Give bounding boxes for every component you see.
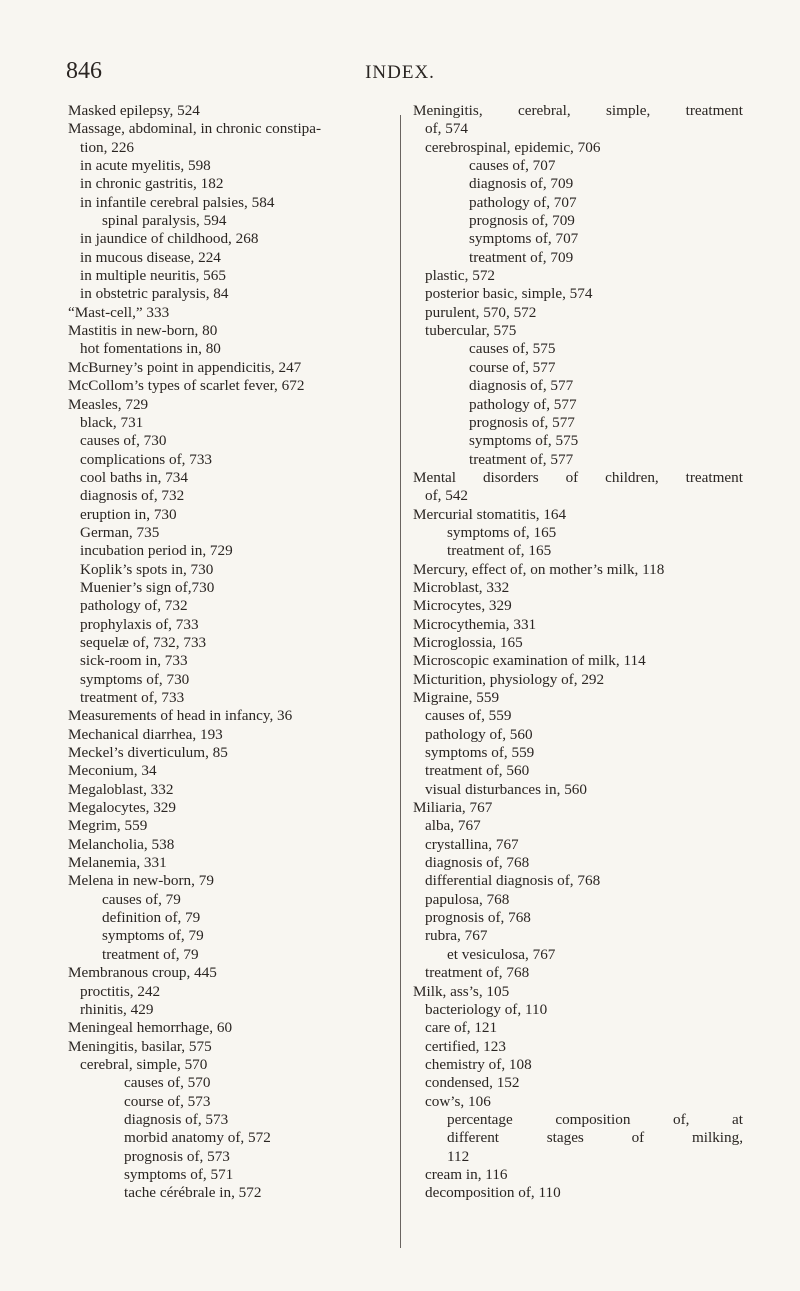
- index-entry: in infantile cerebral palsies, 584: [80, 193, 275, 211]
- index-entry: sick-room in, 733: [80, 652, 188, 670]
- index-entry: Milk, ass’s, 105: [413, 982, 510, 1000]
- index-entry: Migraine, 559: [413, 689, 500, 706]
- index-entry: Koplik’s spots in, 730: [80, 560, 214, 578]
- index-entry: percentage composition of, at: [447, 1110, 743, 1128]
- index-entry: treatment of, 577: [469, 450, 574, 468]
- index-entry: symptoms of, 559: [425, 744, 535, 762]
- index-entry: definition of, 79: [102, 909, 201, 927]
- index-entry: cerebral, simple, 570: [80, 1055, 208, 1073]
- index-entry: hot fomentations in, 80: [80, 340, 221, 358]
- index-column-left: [68, 102, 418, 1203]
- index-entry: treatment of, 709: [469, 248, 574, 266]
- index-entry: diagnosis of, 577: [469, 377, 574, 395]
- index-entry: prognosis of, 577: [469, 413, 575, 431]
- index-entry: crystallina, 767: [425, 835, 519, 853]
- index-entry: pathology of, 732: [80, 597, 188, 615]
- index-entry: Meningeal hemorrhage, 60: [68, 1019, 233, 1037]
- index-entry: Microscopic examination of milk, 114: [413, 652, 646, 670]
- index-entry: diagnosis of, 732: [80, 487, 185, 505]
- index-entry: et vesiculosa, 767: [447, 945, 556, 963]
- index-entry: Mechanical diarrhea, 193: [68, 725, 223, 743]
- index-entry: causes of, 559: [425, 707, 512, 725]
- index-entry: in chronic gastritis, 182: [80, 175, 224, 193]
- index-entry: rhinitis, 429: [80, 1000, 154, 1018]
- index-entry: certified, 123: [425, 1037, 506, 1055]
- index-entry: “Mast-cell,” 333: [68, 303, 170, 321]
- index-entry: prognosis of, 573: [124, 1147, 230, 1165]
- index-entry: in acute myelitis, 598: [80, 157, 211, 175]
- index-entry: posterior basic, simple, 574: [425, 285, 593, 303]
- index-entry: Melancholia, 538: [68, 835, 175, 853]
- running-title: INDEX.: [365, 62, 435, 83]
- index-entry: Mastitis in new-born, 80: [68, 322, 218, 340]
- index-entry: prophylaxis of, 733: [80, 615, 199, 633]
- index-column-right: [413, 102, 743, 1203]
- index-entry: pathology of, 577: [469, 395, 577, 413]
- index-entry: treatment of, 768: [425, 964, 530, 982]
- index-entry: Measles, 729: [68, 395, 149, 413]
- index-entry: spinal paralysis, 594: [102, 212, 227, 230]
- index-entry: black, 731: [80, 413, 144, 431]
- index-entry: different stages of milking,: [447, 1129, 743, 1147]
- page-number: 846: [66, 58, 102, 84]
- index-entry: Melanemia, 331: [68, 854, 167, 872]
- index-entry: incubation period in, 729: [80, 542, 233, 560]
- index-entry: cool baths in, 734: [80, 468, 188, 486]
- index-entry: tion, 226: [80, 138, 135, 156]
- index-entry: of, 574: [425, 120, 469, 138]
- index-entry: Masked epilepsy, 524: [68, 102, 200, 119]
- index-entry: in mucous disease, 224: [80, 248, 221, 266]
- index-entry: causes of, 575: [469, 340, 556, 358]
- index-entry: Mental disorders of children, treatment: [413, 468, 743, 486]
- index-entry: symptoms of, 575: [469, 432, 579, 450]
- index-entry: pathology of, 707: [469, 193, 577, 211]
- index-entry: purulent, 570, 572: [425, 303, 537, 321]
- index-entry: treatment of, 560: [425, 762, 530, 780]
- index-entry: prognosis of, 768: [425, 909, 531, 927]
- index-entry: morbid anatomy of, 572: [124, 1129, 271, 1147]
- index-entry: treatment of, 79: [102, 945, 199, 963]
- index-entry: Meckel’s diverticulum, 85: [68, 744, 228, 762]
- index-entry: in obstetric paralysis, 84: [80, 285, 229, 303]
- index-entry: cerebrospinal, epidemic, 706: [425, 138, 601, 156]
- index-entry: Miliaria, 767: [413, 799, 493, 817]
- index-entry: chemistry of, 108: [425, 1055, 532, 1073]
- index-entry: eruption in, 730: [80, 505, 177, 523]
- index-entry: McCollom’s types of scarlet fever, 672: [68, 377, 305, 395]
- index-entry: Micturition, physiology of, 292: [413, 670, 605, 688]
- index-entry: Membranous croup, 445: [68, 964, 217, 982]
- index-entry: of, 542: [425, 487, 469, 505]
- page-header: [0, 58, 800, 88]
- index-entry: Melena in new-born, 79: [68, 872, 214, 890]
- index-entry: diagnosis of, 573: [124, 1110, 229, 1128]
- index-entry: diagnosis of, 768: [425, 854, 530, 872]
- index-entry: course of, 577: [469, 358, 556, 376]
- index-entry: tubercular, 575: [425, 322, 517, 340]
- index-entry: causes of, 570: [124, 1074, 211, 1092]
- index-entry: cream in, 116: [425, 1165, 508, 1183]
- index-entry: symptoms of, 707: [469, 230, 579, 248]
- index-entry: pathology of, 560: [425, 725, 533, 743]
- index-entry: complications of, 733: [80, 450, 213, 468]
- index-entry: symptoms of, 79: [102, 927, 204, 945]
- index-entry: Muenier’s sign of,730: [80, 578, 215, 596]
- index-entry: visual disturbances in, 560: [425, 780, 587, 798]
- index-entry: Megaloblast, 332: [68, 780, 174, 798]
- index-entry: papulosa, 768: [425, 890, 510, 908]
- index-entry: tache cérébrale in, 572: [124, 1184, 262, 1202]
- index-entry: Meningitis, basilar, 575: [68, 1037, 212, 1055]
- index-entry: Meconium, 34: [68, 762, 157, 780]
- index-entry: rubra, 767: [425, 927, 488, 945]
- index-entry: Microglossia, 165: [413, 633, 523, 651]
- index-entry: German, 735: [80, 523, 160, 541]
- index-entry: treatment of, 733: [80, 689, 185, 706]
- index-entry: course of, 573: [124, 1092, 211, 1110]
- index-entry: differential diagnosis of, 768: [425, 872, 601, 890]
- index-entry: Meningitis, cerebral, simple, treatment: [413, 102, 743, 119]
- index-entry: in jaundice of childhood, 268: [80, 230, 259, 248]
- index-entry: condensed, 152: [425, 1074, 520, 1092]
- index-entry: Mercurial stomatitis, 164: [413, 505, 567, 523]
- index-entry: causes of, 79: [102, 890, 181, 908]
- index-entry: Microcytes, 329: [413, 597, 512, 615]
- index-entry: Megrim, 559: [68, 817, 148, 835]
- index-entry: diagnosis of, 709: [469, 175, 574, 193]
- index-entry: cow’s, 106: [425, 1092, 491, 1110]
- index-entry: causes of, 730: [80, 432, 167, 450]
- index-entry: causes of, 707: [469, 157, 556, 175]
- index-entry: Megalocytes, 329: [68, 799, 176, 817]
- index-entry: symptoms of, 730: [80, 670, 190, 688]
- index-entry: care of, 121: [425, 1019, 498, 1037]
- index-entry: Mercury, effect of, on mother’s milk, 118: [413, 560, 665, 578]
- index-entry: 112: [447, 1147, 470, 1165]
- index-entry: Microblast, 332: [413, 578, 510, 596]
- index-entry: Massage, abdominal, in chronic constipa-: [68, 120, 322, 138]
- index-entry: sequelæ of, 732, 733: [80, 633, 207, 651]
- index-entry: treatment of, 165: [447, 542, 552, 560]
- index-entry: proctitis, 242: [80, 982, 161, 1000]
- index-entry: McBurney’s point in appendicitis, 247: [68, 358, 302, 376]
- index-entry: bacteriology of, 110: [425, 1000, 548, 1018]
- index-entry: symptoms of, 165: [447, 523, 557, 541]
- index-entry: prognosis of, 709: [469, 212, 575, 230]
- index-entry: plastic, 572: [425, 267, 496, 285]
- column-divider: [400, 115, 401, 1248]
- index-entry: alba, 767: [425, 817, 481, 835]
- index-entry: Microcythemia, 331: [413, 615, 537, 633]
- index-entry: Measurements of head in infancy, 36: [68, 707, 293, 725]
- index-entry: in multiple neuritis, 565: [80, 267, 226, 285]
- index-entry: symptoms of, 571: [124, 1165, 234, 1183]
- index-entry: decomposition of, 110: [425, 1184, 561, 1202]
